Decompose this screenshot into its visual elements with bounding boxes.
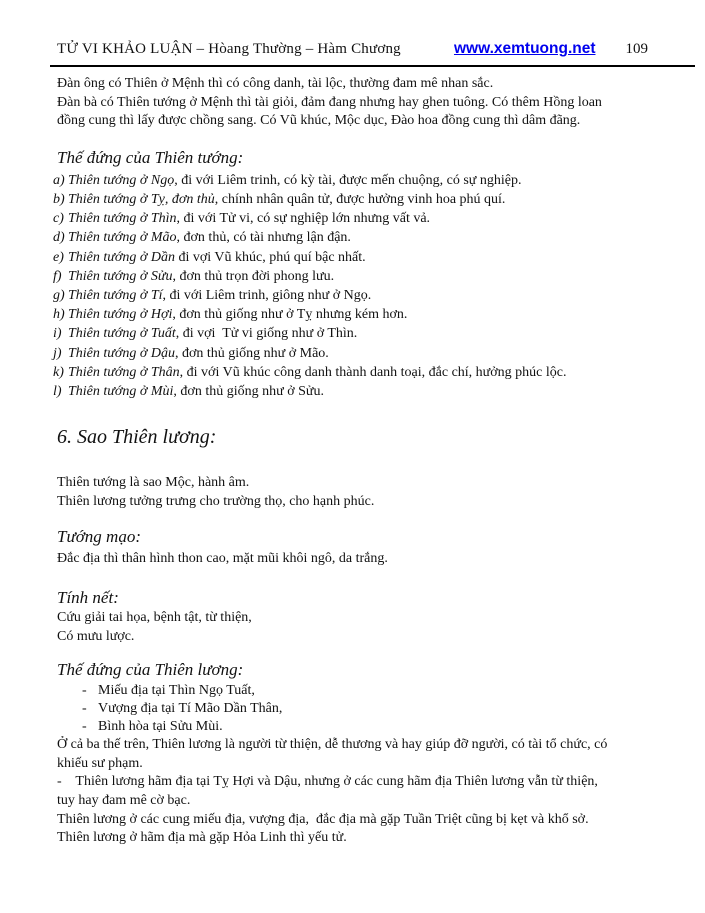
heading-tuong-mao: Tướng mạo: <box>57 527 141 547</box>
list-item-text: Thiên tướng ở Thìn, đi với Tử vi, có sự nghiệp lớn nhưng vất vả. <box>68 211 431 227</box>
list-item <box>53 209 648 228</box>
heading-the-dung-thien-luong: Thế đứng của Thiên lương: <box>57 660 244 680</box>
bullet-item <box>82 718 648 736</box>
list-marker: f) <box>53 268 62 284</box>
list-marker: h) <box>53 307 65 323</box>
list-item-text: Thiên tướng ở Hợi, đơn thủ giống như ở Tỵ nhưng kém hơn. <box>68 307 408 323</box>
list-item-text: Thiên tướng ở Dần đi vợi Vũ khúc, phú quí bậc nhất. <box>68 249 366 265</box>
list-item-text: Thiên tướng ở Tí, đi với Liêm trinh, giông như ở Ngọ. <box>68 288 372 303</box>
text-line: Đắc địa thì thân hình thon cao, mặt mũi khôi ngô, da trắng. <box>57 551 388 567</box>
text-line: Cứu giải tai họa, bệnh tật, từ thiện, <box>57 610 252 625</box>
book-title: TỬ VI KHẢO LUẬN – Hòang Thường – Hàm Chương <box>57 41 401 57</box>
text-line: - Thiên lương hãm địa tại Tỵ Hợi và Dậu, nhưng ở các cung hãm địa Thiên lương vẫn từ thiện, <box>57 774 598 790</box>
list-marker: e) <box>53 249 64 265</box>
website-link[interactable]: www.xemtuong.net <box>453 40 596 57</box>
list-marker: g) <box>53 288 65 303</box>
text-line: Ở cả ba thế trên, Thiên lương là người từ thiện, dễ thương và hay giúp đỡ người, có tài tổ chức, có <box>57 737 608 753</box>
bullet-text: Vượng địa tại Tí Mão Dần Thân, <box>98 701 283 717</box>
dash-bullet: - <box>82 683 87 699</box>
list-item-text: Thiên tướng ở Sửu, đơn thủ trọn đời phong lưu. <box>68 268 335 284</box>
list-item-text: Thiên tướng ở Mão, đơn thủ, có tài nhưng lận đận. <box>68 230 351 246</box>
list-marker: j) <box>53 345 62 361</box>
list-item <box>53 363 648 382</box>
list-item <box>53 190 648 209</box>
list-item <box>53 305 648 324</box>
text-line: Có mưu lược. <box>57 628 135 644</box>
text-line: Thiên lương tưởng trưng cho trường thọ, cho hạnh phúc. <box>57 493 375 509</box>
page-header <box>57 40 648 67</box>
section-heading-sao-thien-luong: 6. Sao Thiên lương: <box>57 426 217 449</box>
intro-paragraph <box>57 75 648 131</box>
text-line: Đàn ông có Thiên ở Mệnh thì có công danh, tài lộc, thường đam mê nhan sắc. <box>57 76 494 91</box>
section6-intro <box>57 474 648 511</box>
list-item-text: Thiên tướng ở Tỵ, đơn thủ, chính nhân quân tử, được hưởng vinh hoa phú quí. <box>68 191 506 207</box>
closing-paragraph <box>57 736 648 848</box>
heading-tinh-net: Tính nết: <box>57 588 119 607</box>
text-line: Thiên tướng là sao Mộc, hành âm. <box>57 475 250 491</box>
text-line: Thiên lương ở các cung miếu địa, vượng địa, đắc địa mà gặp Tuần Triệt cũng bị kẹt và khổ sở. <box>57 811 589 827</box>
text-line: đồng cung thì lấy được chồng sang. Có Vũ khúc, Mộc dục, Đào hoa đồng cung thì dâm đãng. <box>57 113 581 129</box>
list-marker: c) <box>53 211 64 227</box>
text-line: Đàn bà có Thiên tướng ở Mệnh thì tài giỏi, đảm đang nhưng hay ghen tuông. Có thêm Hồng loan <box>57 94 602 110</box>
bullet-item <box>82 700 648 718</box>
the-dung-bullet-list <box>57 682 648 736</box>
list-item <box>53 171 648 190</box>
list-item-text: Thiên tướng ở Dậu, đơn thủ giống như ở Mão. <box>68 345 329 361</box>
list-marker: a) <box>53 172 65 188</box>
list-item-text: Thiên tướng ở Mùi, đơn thủ giống như ở Sửu. <box>68 384 324 400</box>
heading-the-dung-thien-tuong: Thế đứng của Thiên tướng: <box>57 147 244 167</box>
list-item-text: Thiên tướng ở Tuất, đi vợi Tử vi giống như ở Thìn. <box>68 326 358 342</box>
page-number: 109 <box>625 41 648 57</box>
list-item <box>53 344 648 363</box>
text-line: tuy hay đam mê cờ bạc. <box>57 792 191 808</box>
list-marker: i) <box>53 326 62 342</box>
bullet-item <box>82 682 648 700</box>
list-item <box>53 382 648 401</box>
list-marker: d) <box>53 230 65 246</box>
bullet-text: Miếu địa tại Thìn Ngọ Tuất, <box>98 683 255 699</box>
tinh-net-paragraph <box>57 609 648 646</box>
list-item <box>53 286 648 305</box>
dash-bullet: - <box>82 701 87 717</box>
list-item <box>53 228 648 247</box>
tuong-mao-paragraph <box>57 550 648 569</box>
text-line: khiếu sư phạm. <box>57 755 143 771</box>
thien-tuong-list <box>53 171 648 401</box>
list-marker: b) <box>53 191 65 207</box>
list-item <box>53 267 648 286</box>
list-item <box>53 248 648 267</box>
header-divider <box>50 65 695 67</box>
bullet-text: Bình hòa tại Sửu Mùi. <box>98 719 223 735</box>
dash-bullet: - <box>82 719 87 735</box>
text-line: Thiên lương ở hãm địa mà gặp Hỏa Linh thì yếu tử. <box>57 830 347 846</box>
list-item-text: Thiên tướng ở Thân, đi với Vũ khúc công danh thành danh toại, đắc chí, hưởng phúc lộc. <box>68 364 567 380</box>
list-marker: k) <box>53 364 64 380</box>
list-marker: l) <box>53 384 62 400</box>
list-item-text: Thiên tướng ở Ngọ, đi với Liêm trinh, có kỳ tài, được mến chuộng, có sự nghiệp. <box>68 172 522 188</box>
list-item <box>53 324 648 343</box>
header-row <box>57 40 648 58</box>
